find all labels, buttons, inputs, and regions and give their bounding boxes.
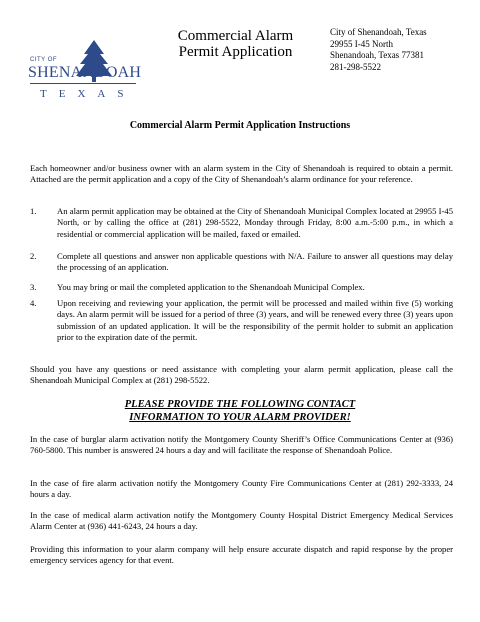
- instructions-heading: Commercial Alarm Permit Application Instructions: [129, 120, 351, 131]
- list-item-text: Complete all questions and answer non applicable questions with N/A. Failure to answer all questions may delay the processing of an application.: [57, 251, 453, 273]
- title-line-2: Permit Application: [178, 44, 293, 60]
- document-title: [168, 28, 303, 60]
- intro-paragraph: Each homeowner and/or business owner with an alarm system in the City of Shenandoah is required to obtain a permit. Attached are the permit application and a copy of the City of Shenandoah’s alarm ordinance for your reference.: [30, 163, 453, 185]
- burglar-paragraph: In the case of burglar alarm activation notify the Montgomery County Sheriff’s Office Communications Center at (936) 760-5800. This number is answered 24 hours a day and will facilitate the response of Shenandoah Police.: [30, 434, 453, 456]
- callout-line-2: INFORMATION TO YOUR ALARM PROVIDER!: [129, 412, 351, 423]
- list-item-text: You may bring or mail the completed application to the Shenandoah Municipal Complex.: [57, 282, 365, 292]
- list-item-text: Upon receiving and reviewing your application, the permit will be processed and mailed within five (5) working days. An alarm permit will be issued for a period of three (3) years, and will be renewed every three (3) years upon submission of an updated application. It will be the responsibility of the permit holder to submit an application prior to the expiration date of the permit.: [57, 298, 453, 343]
- callout-line-1: PLEASE PROVIDE THE FOLLOWING CONTACT: [124, 399, 356, 410]
- assistance-paragraph: Should you have any questions or need assistance with completing your alarm permit application, please call the Shenandoah Municipal Complex at (281) 298-5522.: [30, 364, 453, 386]
- list-item-number: 1.: [30, 206, 37, 216]
- logo-divider: [30, 83, 136, 84]
- contact-line: City of Shenandoah, Texas: [330, 27, 427, 37]
- contact-line: 281-298-5522: [330, 61, 381, 72]
- contact-line: 29955 I-45 North: [330, 38, 393, 49]
- contact-block: [330, 27, 470, 73]
- logo-city-of: CITY OF: [30, 57, 58, 63]
- contact-line: Shenandoah, Texas 77381: [330, 50, 424, 60]
- list-item-number: 4.: [30, 298, 37, 308]
- closing-paragraph: Providing this information to your alarm company will help ensure accurate dispatch and rapid response by the proper emergency services agency for that event.: [30, 544, 453, 566]
- list-item-number: 3.: [30, 282, 37, 292]
- medical-paragraph: In the case of medical alarm activation notify the Montgomery County Hospital District Emergency Medical Services Alarm Center at (936) 441-6243, 24 hours a day.: [30, 510, 453, 532]
- logo-state: TEXAS: [40, 88, 136, 100]
- title-line-1: Commercial Alarm: [177, 28, 294, 44]
- list-item-text: An alarm permit application may be obtained at the City of Shenandoah Municipal Complex located at 29955 I-45 North, or by calling the office at (281) 298-5522, Monday through Friday, 8:00 a.m.-5:00 p.m., in which a residential or commercial application will be mailed, faxed or emailed.: [57, 206, 453, 239]
- contact-callout: [0, 398, 480, 424]
- logo-city-name: SHENANDOAH: [28, 64, 142, 81]
- fire-paragraph: In the case of fire alarm activation notify the Montgomery County Fire Communications Center at (281) 292-3333, 24 hours a day.: [30, 478, 453, 500]
- list-item-number: 2.: [30, 251, 37, 261]
